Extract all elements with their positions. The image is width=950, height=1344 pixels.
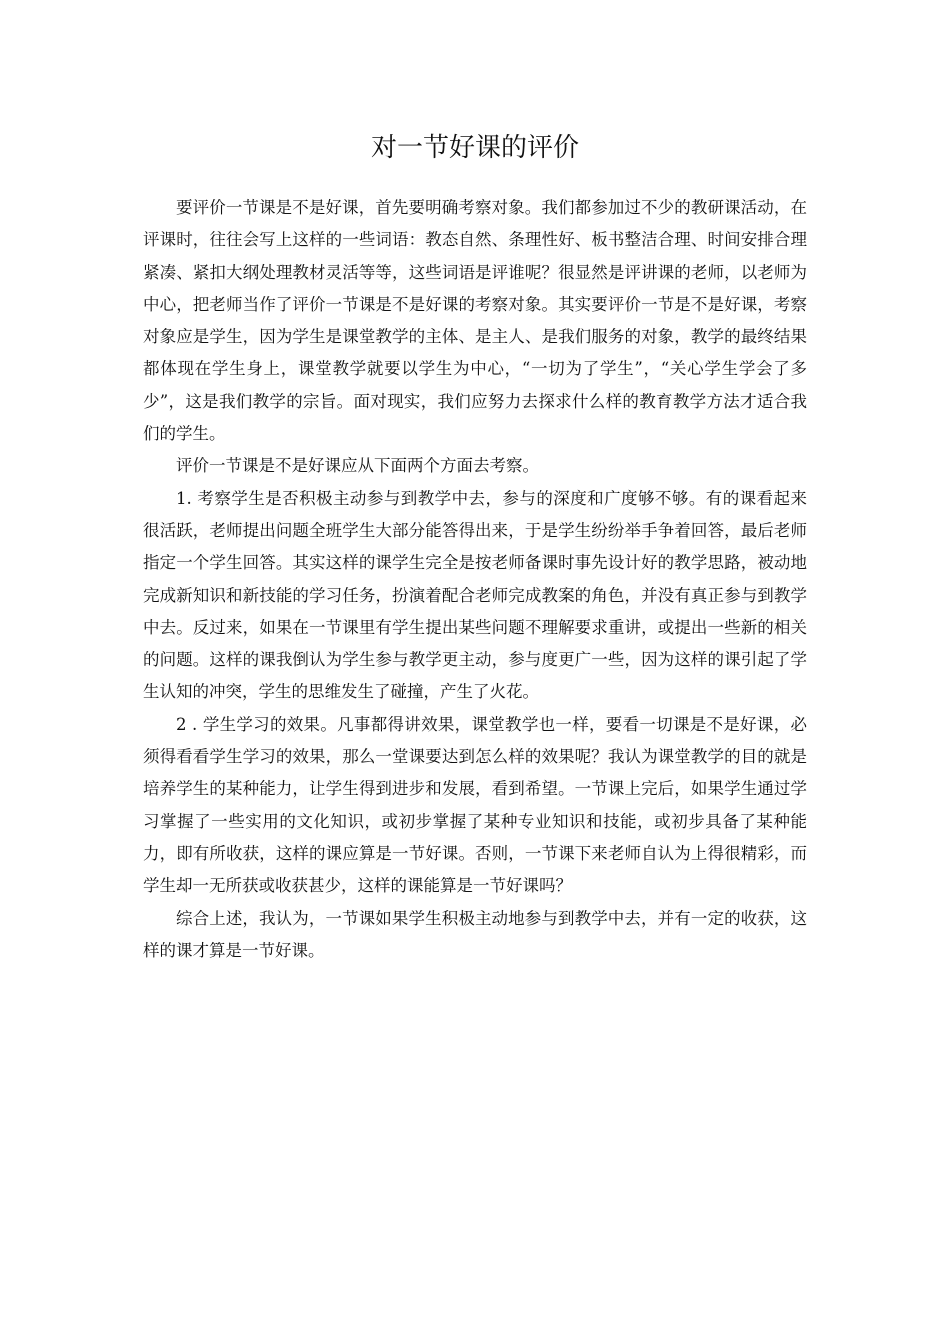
paragraph-criteria-lead: 评价一节课是不是好课应从下面两个方面去考察。 [176, 456, 539, 476]
paragraph-point-2: 2 . 学生学习的效果。凡事都得讲效果，课堂教学也一样，要看一切课是不是好课，必须得看看学生学习的效果，那么一堂课要达到怎么样的效果呢？我认为课堂教学的目的就是培养学生的某种能力，让学生得到进步和发展，看到希望。一节课上完后，如果学生通过学习掌握了一些实用的文化知识，或初步掌握了某种专业知识和技能，或初步具备了某种能力，即有所收获，这样的课应算是一节好课。否则，一节课下来老师自认为上得很精彩，而学生却一无所获或收获甚少，这样的课能算是一节好课吗？ [143, 714, 807, 896]
paragraph-intro: 要评价一节课是不是好课，首先要明确考察对象。我们都参加过不少的教研课活动，在评课时，往往会写上这样的一些词语：教态自然、条理性好、板书整洁合理、时间安排合理紧凑、紧扣大纲处理教材灵活等等，这些词语是评谁呢？很显然是评讲课的老师，以老师为中心，把老师当作了评价一节课是不是好课的考察对象。其实要评价一节是不是好课，考察对象应是学生，因为学生是课堂教学的主体、是主人、是我们服务的对象，教学的最终结果都体现在学生身上，课堂教学就要以学生为中心，“一切为了学生”，“关心学生学会了多少”，这是我们教学的宗旨。面对现实，我们应努力去探求什么样的教育教学方法才适合我们的学生。 [143, 198, 807, 444]
paragraph-point-1: 1. 考察学生是否积极主动参与到教学中去，参与的深度和广度够不够。有的课看起来很活跃，老师提出问题全班学生大部分能答得出来，于是学生纷纷举手争着回答，最后老师指定一个学生回答。其实这样的课学生完全是按老师备课时事先设计好的教学思路，被动地完成新知识和新技能的学习任务，扮演着配合老师完成教案的角色，并没有真正参与到教学中去。反过来，如果在一节课里有学生提出某些问题不理解要求重讲，或提出一些新的相关的问题。这样的课我倒认为学生参与教学更主动，参与度更广一些，因为这样的课引起了学生认知的冲突，学生的思维发生了碰撞，产生了火花。 [143, 488, 807, 702]
paragraph-conclusion: 综合上述，我认为，一节课如果学生积极主动地参与到教学中去，并有一定的收获，这样的课才算是一节好课。 [143, 908, 807, 960]
document-title: 对一节好课的评价 [370, 133, 579, 163]
document-body [143, 192, 807, 967]
